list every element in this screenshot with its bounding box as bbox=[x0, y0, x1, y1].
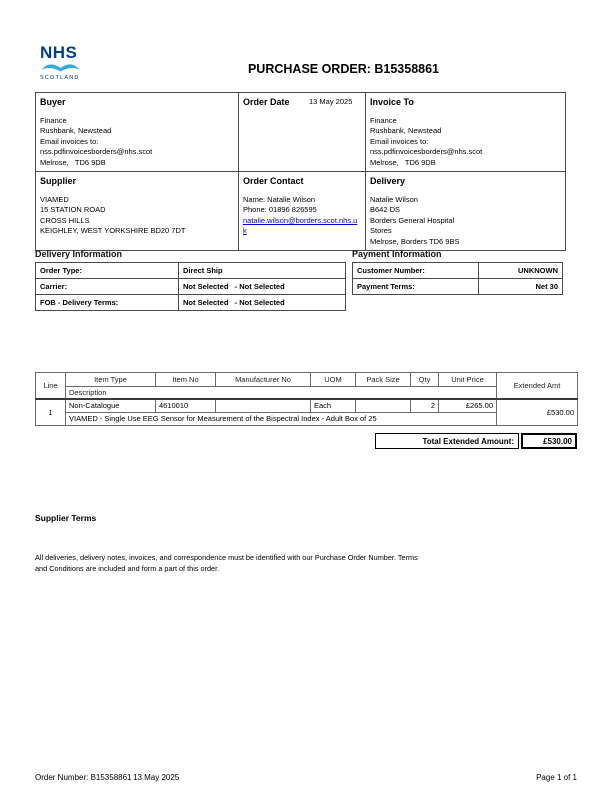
table-row bbox=[36, 295, 346, 311]
delivery-label: Delivery bbox=[370, 176, 406, 187]
footer-date: 13 May 2025 bbox=[133, 773, 180, 782]
order-type-value: Direct Ship bbox=[179, 263, 346, 279]
line-header: Line bbox=[36, 373, 66, 400]
page-title: PURCHASE ORDER: B15358861 bbox=[247, 62, 440, 76]
supplier-cell bbox=[36, 172, 239, 251]
payment-terms-label: Payment Terms: bbox=[353, 279, 479, 295]
unit-price-value: £265.00 bbox=[439, 399, 497, 412]
order-type-label: Order Type: bbox=[36, 263, 179, 279]
uom-header: UOM bbox=[311, 373, 356, 387]
invoice-to-label: Invoice To bbox=[370, 97, 414, 107]
order-contact-name: Name: Natalie Wilson bbox=[243, 194, 316, 204]
total-extended-amount-value: £530.00 bbox=[521, 433, 577, 449]
order-date-label: Order Date bbox=[243, 97, 290, 107]
payment-information-heading: Payment Information bbox=[352, 249, 442, 259]
invoice-to-line: Email invoices to: bbox=[370, 136, 429, 146]
footer-page-number: Page 1 of 1 bbox=[536, 773, 577, 782]
invoice-to-line: Melrose, TD6 9DB bbox=[370, 157, 436, 167]
total-extended-amount-label: Total Extended Amount: bbox=[375, 433, 519, 449]
nhs-logo-text: NHS bbox=[40, 43, 78, 62]
buyer-line: Email invoices to: bbox=[40, 136, 99, 146]
description-header: Description bbox=[66, 387, 497, 400]
order-contact-cell bbox=[239, 172, 366, 251]
order-contact-email-link[interactable]: natalie.wilson@borders.scot.nhs.uk bbox=[243, 215, 358, 236]
delivery-information-table bbox=[35, 262, 346, 311]
buyer-line: nss.pdfinvoicesborders@nhs.scot bbox=[40, 147, 153, 157]
pack-size-header: Pack Size bbox=[356, 373, 411, 387]
delivery-line: B642 DS bbox=[370, 205, 401, 215]
customer-number-value: UNKNOWN bbox=[479, 263, 563, 279]
item-line-number: 1 bbox=[36, 399, 66, 425]
order-contact-label: Order Contact bbox=[243, 176, 304, 187]
delivery-line: Melrose, Borders TD6 9BS bbox=[370, 236, 460, 246]
qty-header: Qty bbox=[411, 373, 439, 387]
order-date-value: 13 May 2025 bbox=[309, 97, 353, 106]
pack-size-value bbox=[356, 399, 411, 412]
order-date-cell bbox=[239, 93, 366, 172]
invoice-to-cell bbox=[366, 93, 566, 172]
item-type-header: Item Type bbox=[66, 373, 156, 387]
buyer-label: Buyer bbox=[40, 97, 66, 107]
table-row bbox=[36, 399, 578, 412]
item-description: VIAMED - Single Use EEG Sensor for Measurement of the Bispectral Index - Adult Box of 25 bbox=[66, 412, 497, 425]
table-row bbox=[36, 279, 346, 295]
carrier-value: Not Selected - Not Selected bbox=[179, 279, 346, 295]
supplier-terms-heading: Supplier Terms bbox=[35, 513, 97, 523]
manufacturer-no-header: Manufacturer No bbox=[216, 373, 311, 387]
supplier-line: KEIGHLEY, WEST YORKSHIRE BD20 7DT bbox=[40, 226, 186, 236]
footer-order-number: Order Number: B15358861 bbox=[35, 773, 132, 782]
supplier-label: Supplier bbox=[40, 176, 77, 187]
buyer-line: Melrose, TD6 9DB bbox=[40, 157, 106, 167]
uom-value: Each bbox=[311, 399, 356, 412]
delivery-cell bbox=[366, 172, 566, 251]
invoice-to-line: Finance bbox=[370, 115, 397, 125]
supplier-line: CROSS HILLS bbox=[40, 215, 90, 225]
line-items-table bbox=[35, 372, 578, 426]
supplier-terms-body: All deliveries, delivery notes, invoices, and correspondence must be identified with our Purchase Order Number. Terms and Conditions are included and form a part of this order. bbox=[35, 553, 418, 573]
extended-amt-header: Extended Amt bbox=[497, 373, 578, 400]
carrier-label: Carrier: bbox=[36, 279, 179, 295]
items-header-row bbox=[36, 373, 578, 387]
table-row bbox=[353, 263, 563, 279]
items-description-header-row bbox=[36, 387, 578, 400]
item-no-header: Item No bbox=[156, 373, 216, 387]
qty-value: 2 bbox=[411, 399, 439, 412]
unit-price-header: Unit Price bbox=[439, 373, 497, 387]
table-row bbox=[353, 279, 563, 295]
header-table bbox=[35, 92, 566, 251]
delivery-line: Borders General Hospital bbox=[370, 215, 455, 225]
buyer-line: Finance bbox=[40, 115, 67, 125]
item-type-value: Non-Catalogue bbox=[66, 399, 156, 412]
manufacturer-no-value bbox=[216, 399, 311, 412]
supplier-line: 15 STATION ROAD bbox=[40, 205, 106, 215]
fob-delivery-terms-label: FOB - Delivery Terms: bbox=[36, 295, 179, 311]
delivery-information-heading: Delivery Information bbox=[35, 249, 123, 259]
table-row bbox=[36, 263, 346, 279]
customer-number-label: Customer Number: bbox=[353, 263, 479, 279]
order-contact-phone: Phone: 01896 826595 bbox=[243, 205, 317, 215]
delivery-line: Stores bbox=[370, 226, 392, 236]
fob-delivery-terms-value: Not Selected - Not Selected bbox=[179, 295, 346, 311]
extended-amt-value: £530.00 bbox=[497, 399, 578, 425]
item-no-value: 4610010 bbox=[156, 399, 216, 412]
payment-information-table bbox=[352, 262, 563, 295]
buyer-cell bbox=[36, 93, 239, 172]
invoice-to-line: nss.pdfinvoicesborders@nhs.scot bbox=[370, 147, 483, 157]
payment-terms-value: Net 30 bbox=[479, 279, 563, 295]
delivery-line: Natalie Wilson bbox=[370, 194, 418, 204]
invoice-to-line: Rushbank, Newstead bbox=[370, 126, 442, 136]
total-extended-amount-row bbox=[375, 433, 577, 449]
scotland-logo-text: SCOTLAND bbox=[40, 75, 80, 81]
supplier-line: VIAMED bbox=[40, 194, 69, 204]
item-description-row bbox=[36, 412, 578, 425]
buyer-line: Rushbank, Newstead bbox=[40, 126, 112, 136]
